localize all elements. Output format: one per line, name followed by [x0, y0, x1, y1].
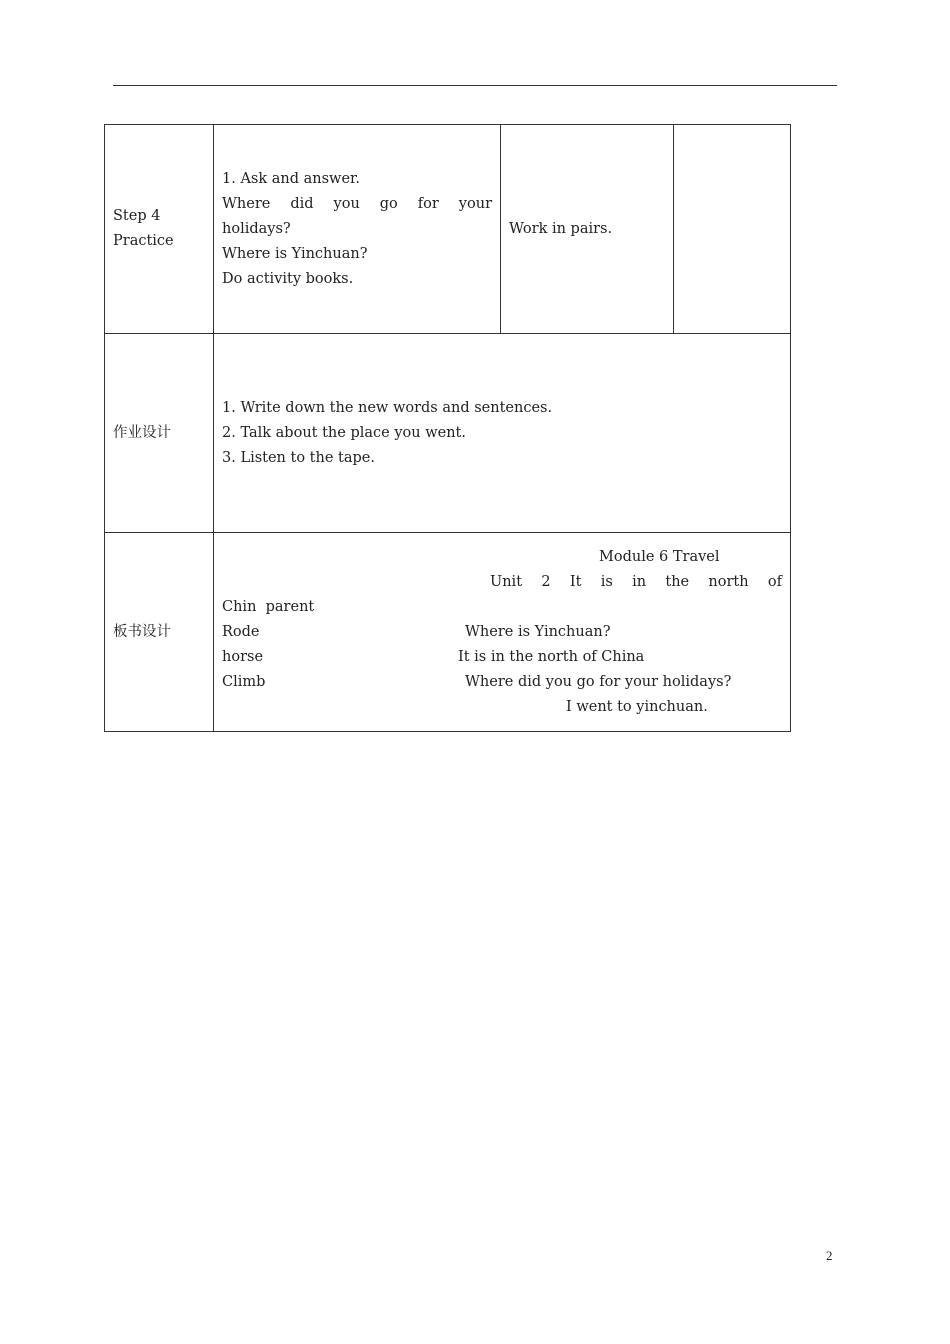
board-unit-title: Unit 2 It is in the north of [490, 573, 782, 590]
step4-method-text: Work in pairs. [509, 220, 613, 237]
blackboard-content-cell [214, 533, 791, 732]
homework-item-1: 1. Write down the new words and sentences. [222, 399, 553, 416]
board-sentence-3: Where did you go for your holidays? [465, 673, 732, 690]
page-number: 2 [826, 1248, 833, 1263]
board-word-2: Rode [222, 623, 260, 640]
step4-label-line-1: Step 4 [113, 208, 161, 224]
blackboard-label-cell [105, 533, 214, 732]
homework-item-3: 3. Listen to the tape. [222, 449, 375, 466]
homework-content-cell [214, 334, 791, 533]
homework-row [105, 334, 791, 533]
homework-item-2: 2. Talk about the place you went. [222, 424, 466, 441]
step4-content-line-4: Where is Yinchuan? [222, 245, 368, 262]
step4-content-line-1: 1. Ask and answer. [222, 170, 360, 187]
step4-content-cell [214, 125, 501, 334]
board-module-title: Module 6 Travel [599, 548, 720, 565]
lesson-plan-table [104, 124, 791, 732]
step4-label-cell [105, 125, 214, 334]
step4-row [105, 125, 791, 334]
board-word-1: Chin parent [222, 598, 315, 615]
step4-content-line-2: Where did you go for your [222, 195, 492, 212]
blackboard-layout [222, 545, 782, 720]
step4-method-cell [501, 125, 674, 334]
blackboard-row [105, 533, 791, 732]
header-rule [113, 85, 837, 86]
step4-content-line-5: Do activity books. [222, 270, 354, 287]
step4-label-line-2: Practice [113, 233, 174, 249]
board-word-4: Climb [222, 673, 266, 690]
step4-content-line-3: holidays? [222, 220, 291, 237]
blackboard-label: 板书设计 [113, 623, 171, 640]
board-sentence-1: Where is Yinchuan? [465, 623, 611, 640]
board-word-3: horse [222, 648, 264, 665]
homework-label: 作业设计 [113, 424, 171, 441]
step4-empty-cell [674, 125, 791, 334]
board-sentence-4: I went to yinchuan. [566, 698, 708, 715]
homework-label-cell [105, 334, 214, 533]
board-sentence-2: It is in the north of China [458, 648, 645, 665]
